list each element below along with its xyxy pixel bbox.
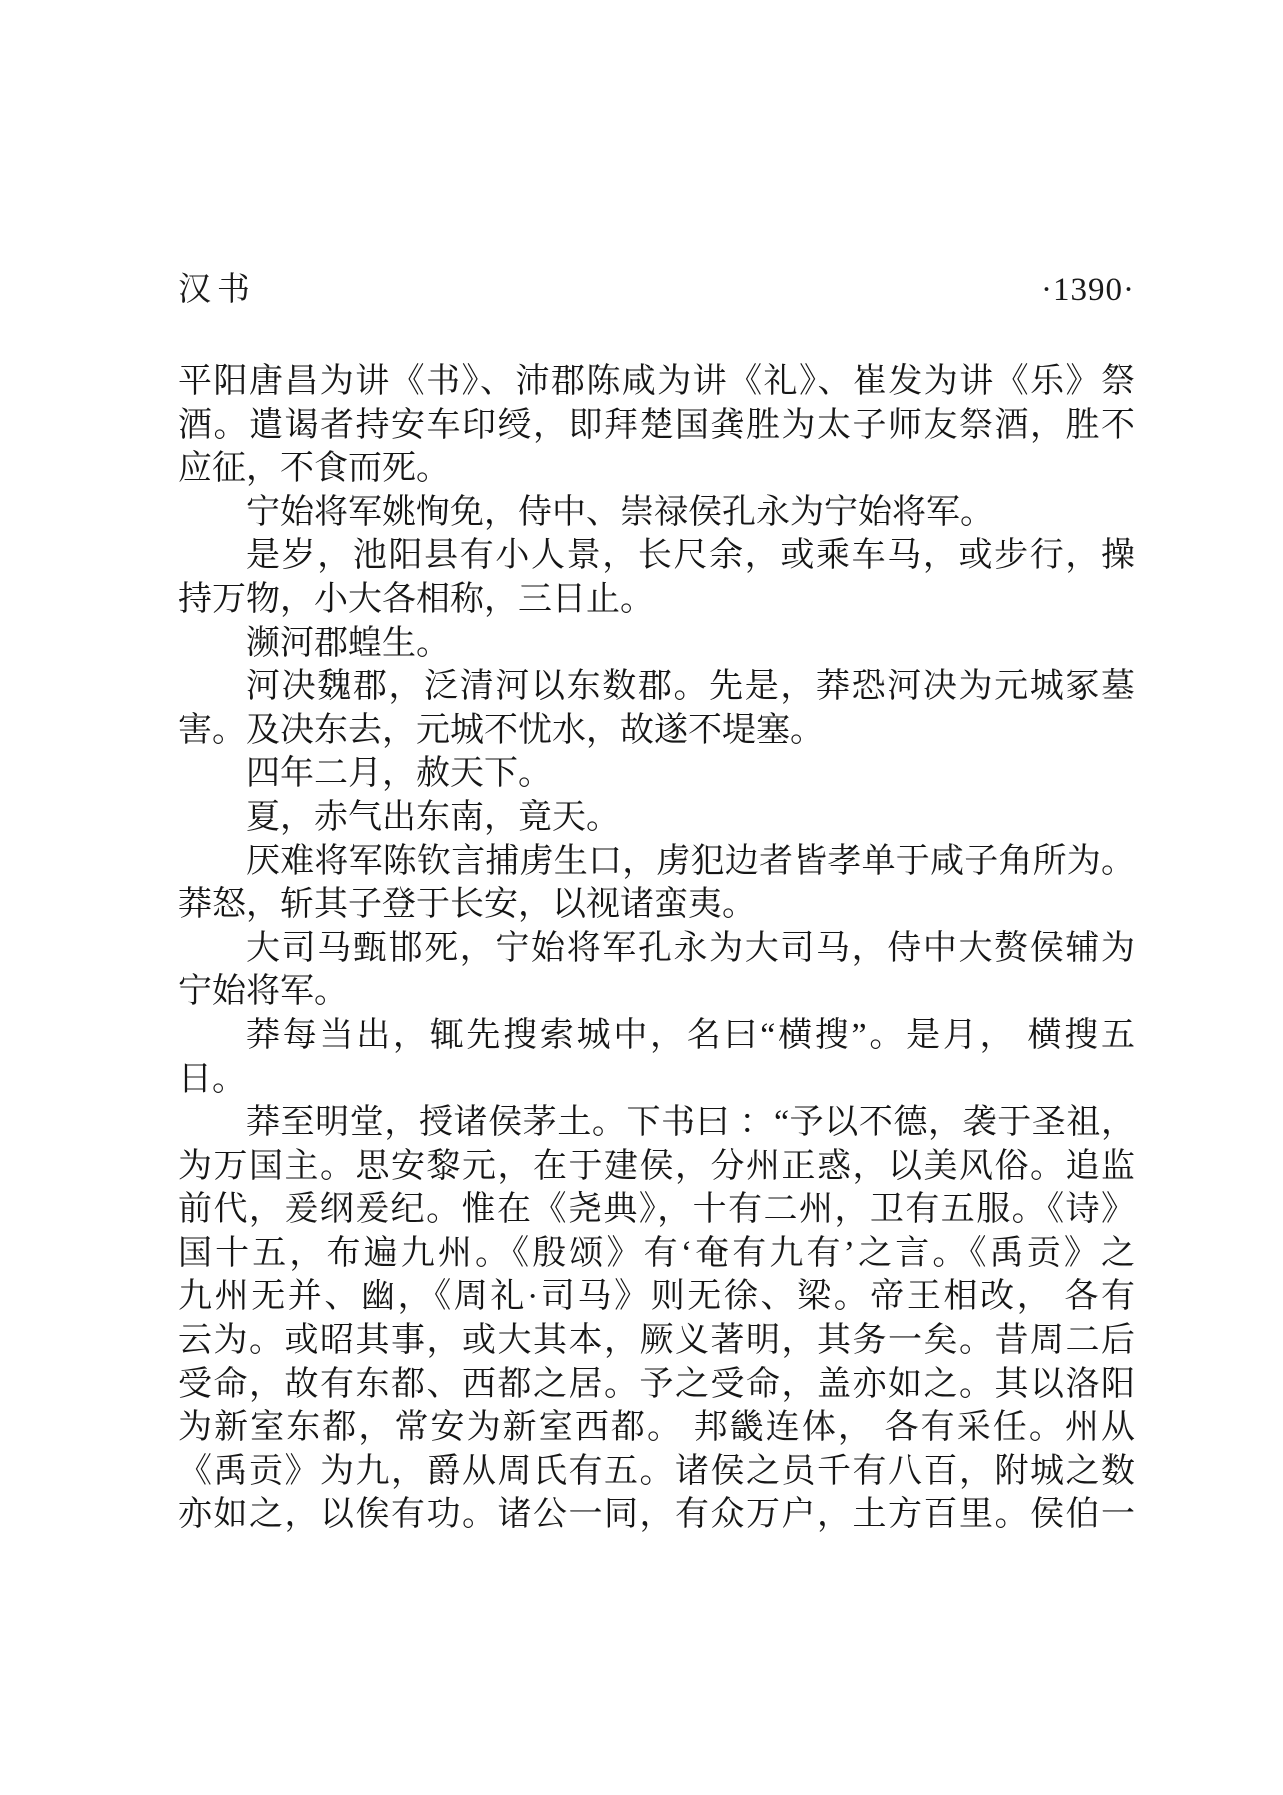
text-line: 河决魏郡，泛清河以东数郡。先是，莽恐河决为元城冢墓 bbox=[246, 668, 1135, 706]
text-line: 国十五，布遍九州。《殷颂》有‘奄有九有’之言。《禹贡》之 bbox=[178, 1234, 1135, 1272]
text-line: 宁始将军。 bbox=[178, 973, 348, 1011]
text-line: 大司马甄邯死，宁始将军孔永为大司马，侍中大赘侯辅为 bbox=[246, 929, 1135, 967]
text-line: 为新室东都，常安为新室西都。 邦畿连体， 各有采任。州从 bbox=[178, 1409, 1135, 1447]
text-line: 是岁，池阳县有小人景，长尺余，或乘车马，或步行，操 bbox=[246, 537, 1135, 575]
text-line: 云为。或昭其事，或大其本，厥义著明，其务一矣。昔周二后 bbox=[178, 1322, 1135, 1360]
text-line: 亦如之，以俟有功。诸公一同，有众万户，土方百里。侯伯一 bbox=[178, 1496, 1135, 1534]
text-line: 应征，不食而死。 bbox=[178, 450, 450, 488]
text-line: 莽至明堂，授诸侯茅土。下书曰 ：“予以不德，袭于圣祖， bbox=[246, 1104, 1135, 1142]
text-line: 酒。遣谒者持安车印绶，即拜楚国龚胜为太子师友祭酒，胜不 bbox=[178, 406, 1135, 444]
page-header bbox=[178, 270, 1135, 310]
text-line: 厌难将军陈钦言捕虏生口，虏犯边者皆孝单于咸子角所为。 bbox=[246, 842, 1135, 880]
text-line: 夏，赤气出东南，竟天。 bbox=[246, 798, 620, 836]
text-line: 莽怒，斩其子登于长安，以视诸蛮夷。 bbox=[178, 886, 756, 924]
text-line: 持万物，小大各相称，三日止。 bbox=[178, 580, 654, 618]
text-line: 害。及决东去，元城不忧水，故遂不堤塞。 bbox=[178, 711, 824, 749]
text-line: 濒河郡蝗生。 bbox=[246, 624, 450, 662]
text-line: 平阳唐昌为讲《书》、沛郡陈咸为讲《礼》、崔发为讲《乐》祭 bbox=[178, 363, 1135, 400]
text-line: 九州无并、幽，《周礼·司马》则无徐、梁。帝王相改， 各有 bbox=[178, 1278, 1135, 1316]
text-line: 四年二月，赦天下。 bbox=[246, 755, 552, 793]
text-line: 受命，故有东都、西都之居。予之受命，盖亦如之。其以洛阳 bbox=[178, 1365, 1135, 1403]
text-block bbox=[178, 360, 1135, 1537]
page-number: ·1390· bbox=[1041, 272, 1135, 308]
text-line: 日。 bbox=[178, 1060, 246, 1098]
text-line: 前代，爰纲爰纪。惟在《尧典》，十有二州，卫有五服。《诗》 bbox=[178, 1191, 1135, 1229]
text-line: 《禹贡》为九，爵从周氏有五。诸侯之员千有八百，附城之数 bbox=[178, 1452, 1135, 1490]
text-line: 为万国主。思安黎元，在于建侯，分州正惑，以美风俗。追监 bbox=[178, 1147, 1135, 1185]
book-title: 汉书 bbox=[178, 272, 256, 308]
text-line: 宁始将军姚恂免，侍中、崇禄侯孔永为宁始将军。 bbox=[246, 493, 994, 531]
text-line: 莽每当出，辄先搜索城中，名曰“横搜”。是月， 横搜五 bbox=[246, 1016, 1135, 1054]
